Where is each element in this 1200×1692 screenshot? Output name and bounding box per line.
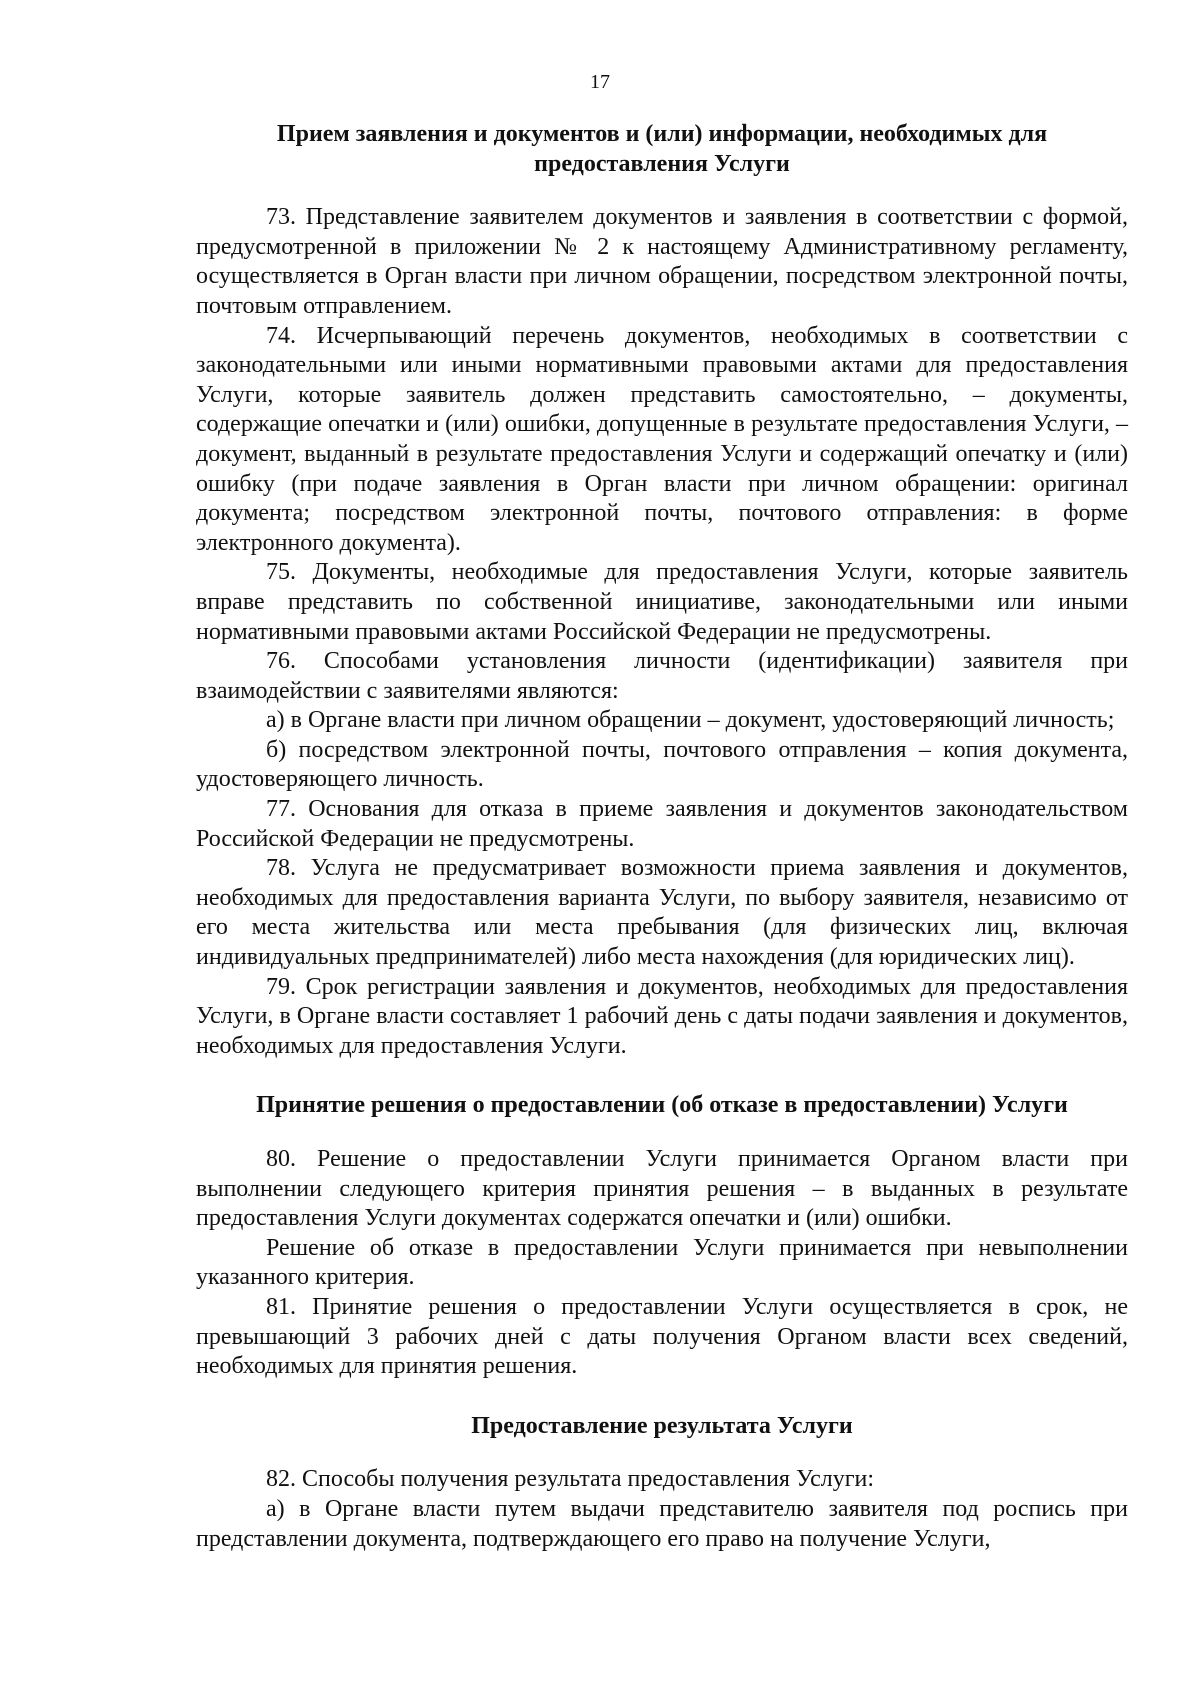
paragraph-78: 78. Услуга не предусматривает возможности приема заявления и документов, необходимых для предоставления варианта Услуги, по выбору заявителя, независимо от его места жительства или места пребывания (для физических лиц, включая индивидуальных предпринимателей) либо места нахождения (для юридических лиц).	[196, 855, 1128, 971]
paragraph-76-a: а) в Органе власти при личном обращении – документ, удостоверяющий личность;	[266, 707, 1115, 734]
paragraph-82-a: а) в Органе власти путем выдачи представителю заявителя под роспись при представлении документа, подтверждающего его право на получение Услуги,	[196, 1495, 1128, 1552]
paragraph-80-refusal: Решение об отказе в предоставлении Услуги принимается при невыполнении указанного критерия.	[196, 1234, 1128, 1291]
paragraph-73: 73. Представление заявителем документов и заявления в соответствии с формой, предусмотренной в приложении № 2 к настоящему Административному регламенту, осуществляется в Орган власти при личном обращении, посредством электронной почты, почтовым отправлением.	[196, 204, 1128, 319]
paragraph-75: 75. Документы, необходимые для предоставления Услуги, которые заявитель вправе представить по собственной инициативе, законодательными или иными нормативными правовыми актами Российской Федерации не предусмотрены.	[196, 559, 1128, 645]
paragraph-79: 79. Срок регистрации заявления и документов, необходимых для предоставления Услуги, в Органе власти составляет 1 рабочий день с даты подачи заявления и документов, необходимых для предоставления Услуги.	[196, 973, 1128, 1059]
paragraph-82: 82. Способы получения результата предоставления Услуги:	[266, 1466, 875, 1493]
page-number: 17	[590, 71, 610, 93]
paragraph-81: 81. Принятие решения о предоставлении Услуги осуществляется в срок, не превышающий 3 рабочих дней с даты получения Органом власти всех сведений, необходимых для принятия решения.	[196, 1293, 1128, 1380]
section-heading-result: Предоставление результата Услуги	[471, 1412, 853, 1439]
paragraph-77: 77. Основания для отказа в приеме заявления и документов законодательством Российской Федерации не предусмотрены.	[196, 796, 1128, 852]
paragraph-80: 80. Решение о предоставлении Услуги принимается Органом власти при выполнении следующего критерия принятия решения – в выданных в результате предоставления Услуги документах содержатся опечатки и (или) ошибки.	[196, 1146, 1128, 1232]
section-heading-decision: Принятие решения о предоставлении (об отказе в предоставлении) Услуги	[256, 1092, 1068, 1119]
paragraph-74: 74. Исчерпывающий перечень документов, необходимых в соответствии с законодательными или иными нормативными правовыми актами для предоставления Услуги, которые заявитель должен представить самостоятельно, – документы, содержащие опечатки и (или) ошибки, допущенные в результате предоставления Услуги, – документ, выданный в результате предоставления Услуги и содержащий опечатку и (или) ошибку (при подаче заявления в Орган власти при личном обращении: оригинал документа; посредством электронной почты, почтового отправления: в форме электронного документа).	[196, 322, 1128, 556]
section-heading-reception: Прием заявления и документов и (или) информации, необходимых для предоставления Услуги	[276, 121, 1048, 177]
paragraph-76: 76. Способами установления личности (идентификации) заявителя при взаимодействии с заявителями являются:	[196, 648, 1128, 704]
document-body	[196, 120, 1128, 1554]
paragraph-76-b: б) посредством электронной почты, почтового отправления – копия документа, удостоверяющего личность.	[196, 736, 1128, 793]
